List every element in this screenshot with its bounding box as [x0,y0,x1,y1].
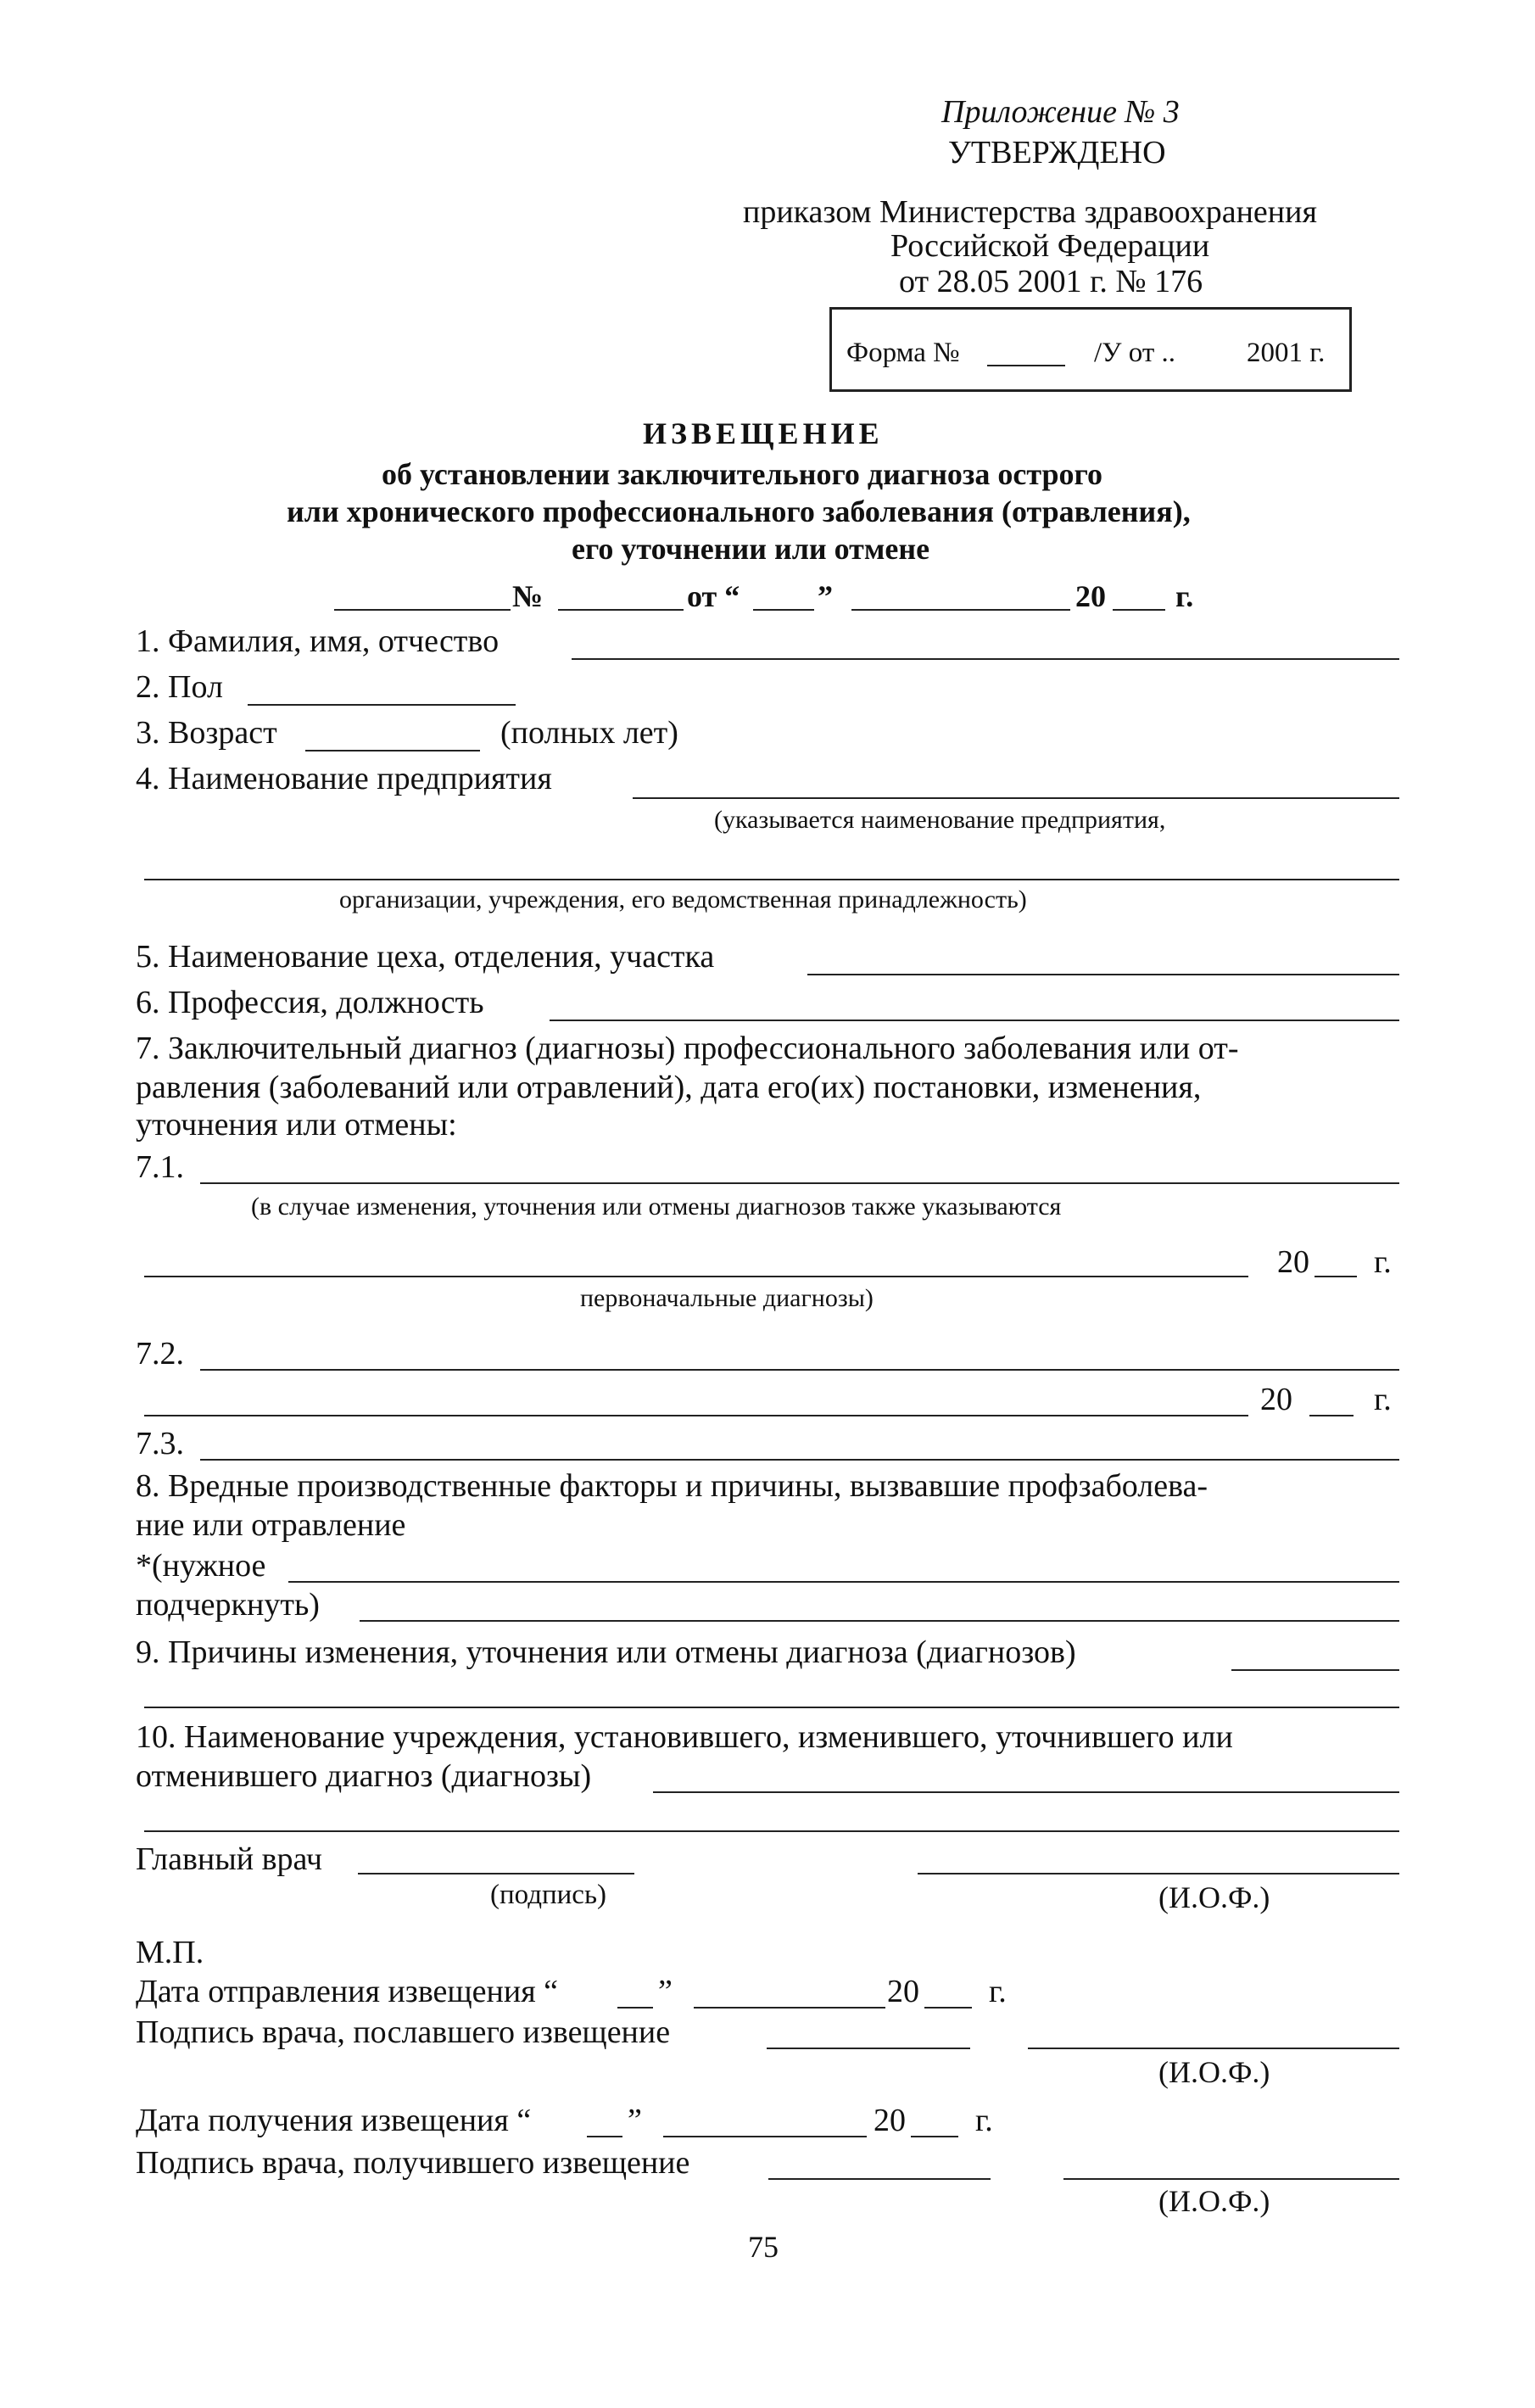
doc-year-prefix: 20 [1075,579,1106,613]
field-72-line-2[interactable] [144,1415,1248,1416]
form-u-label: /У от .. [1094,338,1176,368]
field-3-line[interactable] [305,750,480,751]
title-line-2: или хронического профессионального заболевания (отравления), [287,494,1191,528]
received-date-label: Дата получения извещения “ [136,2103,532,2138]
field-71-year-blank[interactable] [1315,1276,1357,1277]
document-title: ИЗВЕЩЕНИЕ [643,416,884,450]
field-8-underline-note: подчеркнуть) [136,1587,320,1623]
field-1-label: 1. Фамилия, имя, отчество [136,623,500,659]
field-72-label: 7.2. [136,1336,184,1372]
sent-date-label: Дата отправления извещения “ [136,1974,559,2009]
field-72-year-suffix: г. [1374,1382,1392,1417]
field-72-line[interactable] [200,1369,1399,1371]
page-number: 75 [748,2230,779,2264]
receiver-name-line[interactable] [1063,2178,1399,2180]
receiver-signature-line[interactable] [768,2178,991,2180]
doc-year-suffix: г. [1175,579,1194,613]
doc-code-blank[interactable] [334,609,511,611]
field-10-line-1: 10. Наименование учреждения, установившего, изменившего, уточнившего или [136,1719,1233,1755]
field-8-line-1: 8. Вредные производственные факторы и причины, вызвавшие профзаболева- [136,1468,1208,1504]
sent-month-blank[interactable] [694,2007,885,2009]
appendix-label: Приложение № 3 [941,94,1180,130]
field-4-line-2[interactable] [144,879,1399,880]
field-73-line[interactable] [200,1459,1399,1461]
field-71-year-suffix: г. [1374,1244,1392,1280]
receiver-signature-label: Подпись врача, получившего извещение [136,2145,690,2181]
received-quote-close: ” [628,2103,642,2138]
field-6-label: 6. Профессия, должность [136,985,484,1020]
field-72-year-prefix: 20 [1260,1382,1292,1417]
field-4-label: 4. Наименование предприятия [136,761,552,796]
field-10-line-2[interactable] [144,1830,1399,1832]
sent-year-blank[interactable] [924,2007,972,2009]
field-9-label: 9. Причины изменения, уточнения или отмены диагноза (диагнозов) [136,1634,1076,1670]
field-4-hint-1: (указывается наименование предприятия, [714,806,1166,834]
field-71-hint-1: (в случае изменения, уточнения или отмены диагнозов также указываются [251,1193,1062,1221]
received-day-blank[interactable] [587,2136,622,2137]
doc-number-blank[interactable] [558,609,684,611]
field-9-line[interactable] [1231,1669,1399,1671]
form-year: 2001 г. [1247,338,1326,368]
sent-day-blank[interactable] [617,2007,653,2009]
received-year-blank[interactable] [911,2136,958,2137]
field-71-line-2[interactable] [144,1276,1248,1277]
chief-doctor-label: Главный врач [136,1841,322,1877]
title-line-1: об установлении заключительного диагноза острого [382,457,1102,491]
received-year-suffix: г. [975,2103,993,2138]
field-72-year-blank[interactable] [1309,1415,1354,1416]
field-8-line-2[interactable] [360,1620,1399,1622]
field-8-line-2: ние или отравление [136,1507,406,1543]
field-9-line-2[interactable] [144,1707,1399,1708]
field-4-hint-2: организации, учреждения, его ведомственная принадлежность) [339,886,1027,913]
sender-fio-hint: (И.О.Ф.) [1158,2055,1270,2089]
field-71-line[interactable] [200,1182,1399,1184]
approved-heading: УТВЕРЖДЕНО [948,135,1166,170]
sender-signature-line[interactable] [767,2048,970,2049]
field-1-line[interactable] [572,658,1399,660]
doc-year-blank[interactable] [1113,609,1165,611]
form-number-blank[interactable] [987,365,1065,366]
sent-quote-close: ” [658,1974,673,2009]
field-2-label: 2. Пол [136,669,223,705]
field-10-line[interactable] [653,1791,1399,1793]
chief-doctor-name-line[interactable] [918,1873,1399,1874]
field-8-needed: *(нужное [136,1548,266,1584]
field-5-line[interactable] [807,974,1399,975]
sender-signature-label: Подпись врача, пославшего извещение [136,2014,671,2050]
field-71-year-prefix: 20 [1277,1244,1309,1280]
chief-doctor-fio-hint: (И.О.Ф.) [1158,1880,1270,1914]
stamp-label: М.П. [136,1935,204,1970]
field-71-hint-2: первоначальные диагнозы) [580,1284,874,1312]
sent-year-prefix: 20 [887,1974,919,2009]
field-4-line[interactable] [633,797,1399,799]
field-6-line[interactable] [550,1020,1399,1021]
doc-quote-close: ” [818,579,833,613]
field-10-line-2: отменившего диагноз (диагнозы) [136,1758,592,1794]
field-3-note: (полных лет) [500,715,678,751]
receiver-fio-hint: (И.О.Ф.) [1158,2184,1270,2218]
field-8-line[interactable] [288,1581,1399,1583]
order-line-3: от 28.05 2001 г. № 176 [899,264,1203,299]
field-5-label: 5. Наименование цеха, отделения, участка [136,939,715,975]
field-3-label: 3. Возраст [136,715,277,751]
field-7-line-2: равления (заболеваний или отравлений), дата его(их) постановки, изменения, [136,1070,1202,1105]
form-number-label: Форма № [846,338,960,368]
received-month-blank[interactable] [663,2136,867,2137]
received-year-prefix: 20 [874,2103,906,2138]
chief-doctor-signature-line[interactable] [358,1873,634,1874]
signature-hint: (подпись) [490,1880,606,1910]
field-2-line[interactable] [248,704,516,706]
title-line-3: его уточнении или отмене [572,532,930,566]
field-7-line-3: уточнения или отмены: [136,1107,457,1143]
field-73-label: 7.3. [136,1426,184,1461]
sent-year-suffix: г. [989,1974,1007,2009]
field-7-line-1: 7. Заключительный диагноз (диагнозы) профессионального заболевания или от- [136,1031,1239,1066]
doc-number-label: № [512,579,544,613]
order-line-2: Российской Федерации [890,228,1210,264]
doc-day-blank[interactable] [753,609,814,611]
doc-date-label: от “ [687,579,740,613]
order-line-1: приказом Министерства здравоохранения [743,194,1317,230]
field-71-label: 7.1. [136,1149,184,1185]
doc-month-blank[interactable] [851,609,1070,611]
sender-name-line[interactable] [1028,2048,1399,2049]
